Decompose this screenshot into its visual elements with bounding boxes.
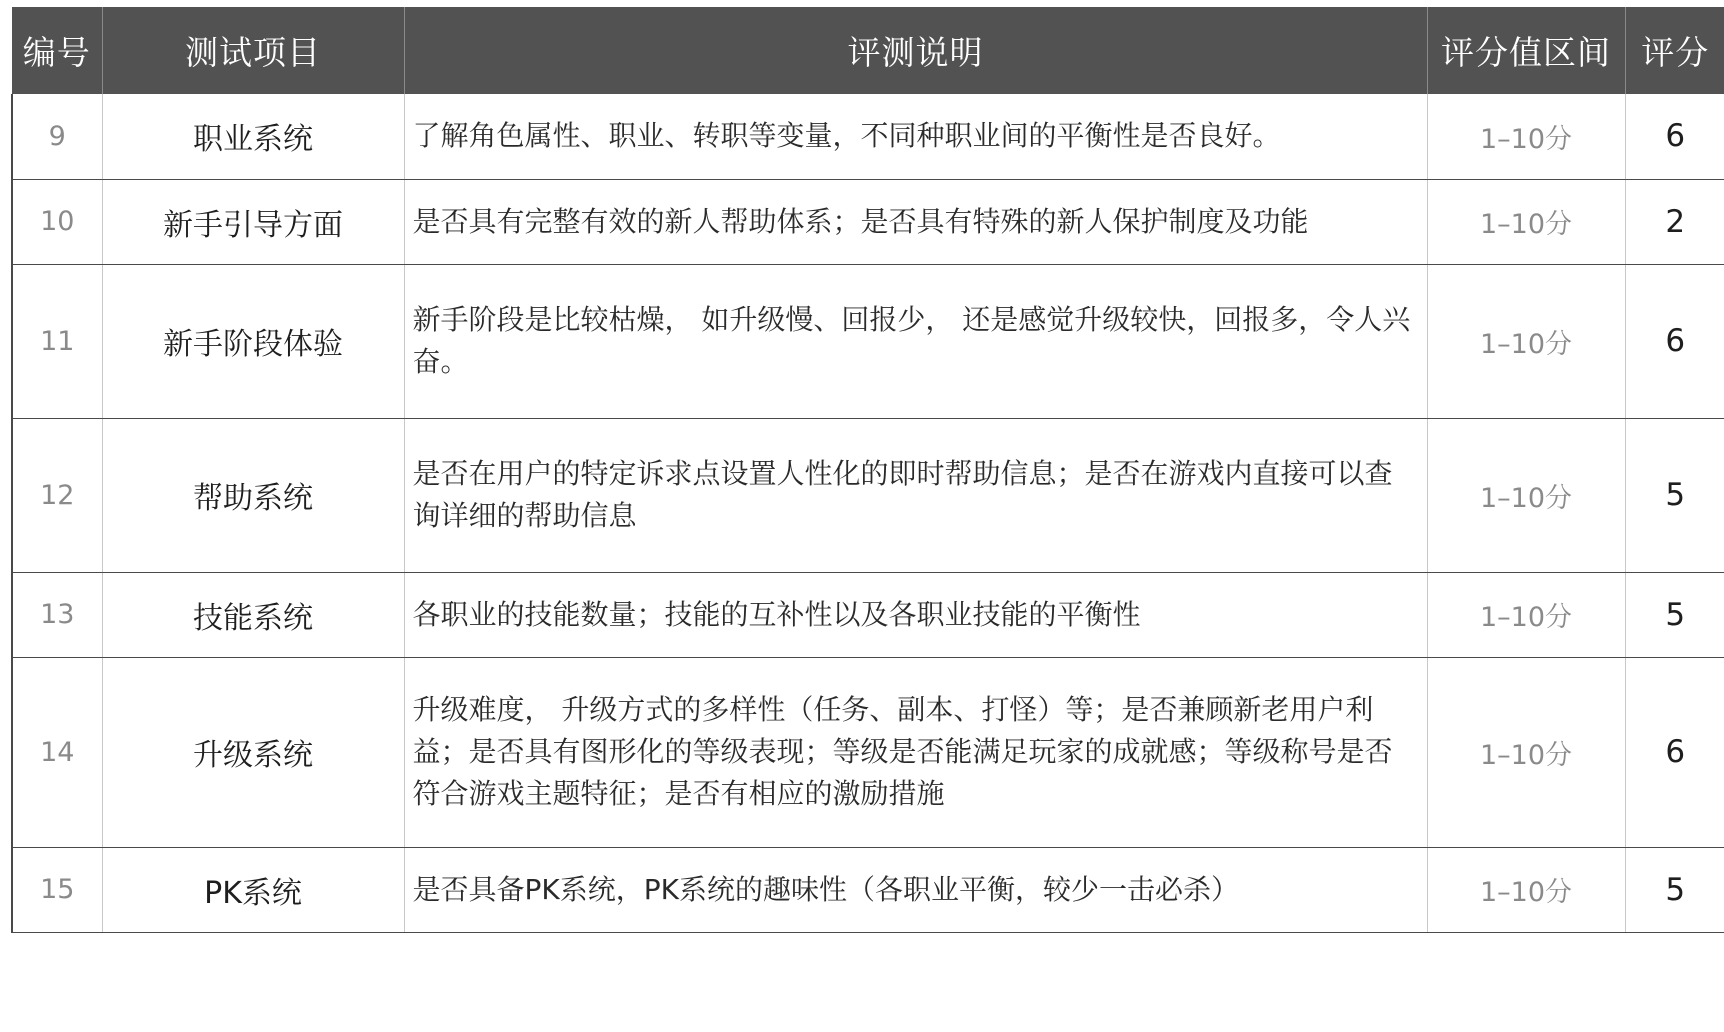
evaluation-table [11, 7, 1724, 933]
table-row [12, 179, 1724, 264]
table-row [12, 94, 1724, 179]
table-header [12, 7, 1724, 94]
table-body [12, 94, 1724, 932]
row-item: 帮助系统 [102, 418, 404, 572]
header-score: 评分 [1625, 7, 1724, 94]
row-item: 新手引导方面 [102, 179, 404, 264]
row-desc: 了解角色属性、职业、转职等变量，不同种职业间的平衡性是否良好。 [404, 94, 1427, 179]
table-row [12, 264, 1724, 418]
row-desc: 是否具备PK系统，PK系统的趣味性（各职业平衡，较少一击必杀） [404, 847, 1427, 932]
row-id: 12 [12, 418, 102, 572]
row-desc: 是否在用户的特定诉求点设置人性化的即时帮助信息；是否在游戏内直接可以查询详细的帮助信息 [404, 418, 1427, 572]
row-range: 1–10分 [1427, 179, 1625, 264]
row-id: 10 [12, 179, 102, 264]
header-item: 测试项目 [102, 7, 404, 94]
row-range: 1–10分 [1427, 657, 1625, 847]
row-desc: 升级难度， 升级方式的多样性（任务、副本、打怪）等；是否兼顾新老用户利益；是否具有图形化的等级表现；等级是否能满足玩家的成就感；等级称号是否符合游戏主题特征；是否有相应的激励措施 [404, 657, 1427, 847]
row-range: 1–10分 [1427, 572, 1625, 657]
row-score: 5 [1625, 418, 1724, 572]
row-desc: 是否具有完整有效的新人帮助体系；是否具有特殊的新人保护制度及功能 [404, 179, 1427, 264]
table-row [12, 572, 1724, 657]
row-item: 升级系统 [102, 657, 404, 847]
row-score: 2 [1625, 179, 1724, 264]
table-row [12, 847, 1724, 932]
row-score: 5 [1625, 572, 1724, 657]
table-row [12, 657, 1724, 847]
row-range: 1–10分 [1427, 847, 1625, 932]
row-item: 技能系统 [102, 572, 404, 657]
row-id: 11 [12, 264, 102, 418]
row-id: 9 [12, 94, 102, 179]
row-item: PK系统 [102, 847, 404, 932]
header-range: 评分值区间 [1427, 7, 1625, 94]
row-score: 5 [1625, 847, 1724, 932]
row-score: 6 [1625, 94, 1724, 179]
row-id: 15 [12, 847, 102, 932]
row-range: 1–10分 [1427, 264, 1625, 418]
row-id: 14 [12, 657, 102, 847]
row-desc: 各职业的技能数量；技能的互补性以及各职业技能的平衡性 [404, 572, 1427, 657]
row-score: 6 [1625, 657, 1724, 847]
header-id: 编号 [12, 7, 102, 94]
row-item: 职业系统 [102, 94, 404, 179]
row-item: 新手阶段体验 [102, 264, 404, 418]
row-score: 6 [1625, 264, 1724, 418]
row-id: 13 [12, 572, 102, 657]
header-desc: 评测说明 [404, 7, 1427, 94]
row-range: 1–10分 [1427, 94, 1625, 179]
row-desc: 新手阶段是比较枯燥， 如升级慢、回报少， 还是感觉升级较快，回报多，令人兴奋。 [404, 264, 1427, 418]
table-row [12, 418, 1724, 572]
row-range: 1–10分 [1427, 418, 1625, 572]
